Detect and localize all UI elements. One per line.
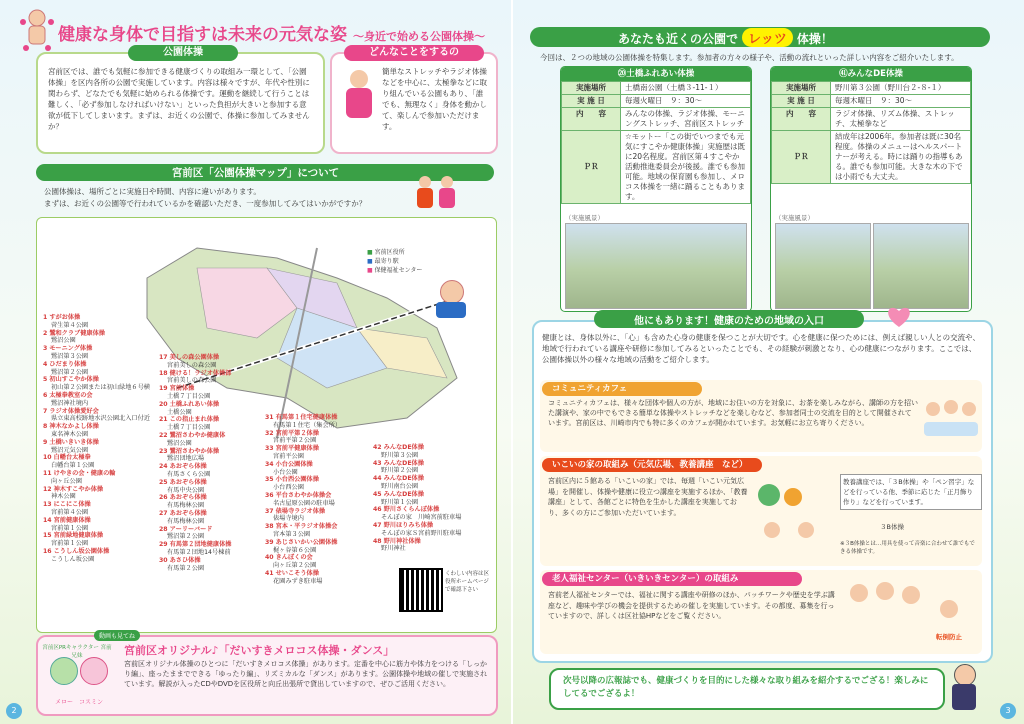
- park-list-name: あじさいかい公園体操: [275, 538, 338, 546]
- park-list-name: きんぼくの会: [275, 554, 313, 562]
- park-list-number: 31: [265, 414, 274, 421]
- park-list-place: 宮本第３公園: [273, 530, 311, 538]
- park-list-name: 白幡台太極拳: [53, 454, 91, 462]
- park-list-number: 26: [159, 494, 168, 502]
- park-list-place: 鷺沼元気公園: [51, 446, 89, 454]
- park-list-place: 鷺沼第３公園: [51, 352, 89, 360]
- park-list-place: 宮前平第２公園: [273, 437, 317, 445]
- park-list-place: 俵場寺境内: [273, 515, 304, 523]
- park-list-number: 39: [265, 538, 274, 546]
- map-intro-1: 公園体操は、場所ごとに実施日や時間、内容に違いがあります。: [44, 187, 261, 196]
- senior-heading: 老人福祉センター（いきいきセンター）の取組み: [542, 572, 802, 586]
- park-list-number: 25: [159, 478, 168, 486]
- park-list-place: 梶ヶ谷第６公園: [273, 546, 317, 554]
- park-list-number: 32: [265, 429, 274, 437]
- park-list-place: 花園みずき駐車場: [273, 577, 323, 585]
- cafe-body: コミュニティカフェは、様々な団体や個人の方が、地域にお住いの方を対象に、お茶を楽しみながら、講師の方を招いた講演や、家の中でもできる簡単な体操やストレッチなどを楽しむなど、参加者同士の交流を目的として開催されています。宮前区は、川崎市内でも特に多くのカフェが開かれています。お気軽にお立ち寄りください。: [548, 399, 918, 427]
- park-list-column-1: [43, 314, 155, 564]
- park-list-number: 44: [373, 475, 382, 483]
- venue-2-photo-b: [873, 223, 969, 309]
- park-list-place: 宮前第１公園: [51, 524, 89, 532]
- park-list-item: [43, 470, 155, 486]
- senior-box: [540, 570, 982, 654]
- park-list-place: 宮前第４公園: [51, 508, 89, 516]
- park-list-item: [159, 510, 263, 526]
- park-list-place: 東名神木公園: [51, 430, 89, 438]
- park-list-name: 鷺和クラブ健康体操: [49, 329, 105, 337]
- page-title: 健康な身体で目指すは未来の元気な姿 ～身近で始める公園体操～: [58, 25, 485, 45]
- venue-card-1: [560, 66, 752, 312]
- park-list-item: [159, 354, 263, 370]
- park-list-number: 43: [373, 459, 382, 467]
- what-to-do-body: 簡単なストレッチやラジオ体操などを中心に、太極拳などに取り組んでいる公園もあり、「誰でも、無理なく」身体を動かして、楽しんで参加いただけます。: [382, 67, 487, 131]
- park-list-item: [43, 501, 155, 517]
- park-list-name: 土橋ふれあい体操: [169, 400, 220, 408]
- park-list-item: [159, 448, 263, 464]
- venue-1-photo-label: （実施風景）: [565, 214, 604, 222]
- park-list-place: 宮前平公園: [273, 452, 304, 460]
- park-list-name: みんなDE体操: [383, 490, 424, 498]
- park-list-place: 鷺沼団地広場: [167, 455, 205, 463]
- cafe-box: [540, 380, 982, 452]
- park-list-name: けやきの会・健康の輪: [53, 469, 116, 477]
- park-list-name: 宮本・平ラジオ体操会: [275, 523, 338, 531]
- figure-icon: [18, 8, 56, 56]
- ikoi-box: [540, 456, 982, 566]
- map-legend: ■ 宮前区役所 ■ 最寄り駅 ■ 保健福祉センター: [367, 249, 423, 274]
- park-list-place: 白幡台第１公園: [51, 462, 95, 470]
- park-list-number: 17: [159, 354, 168, 361]
- park-list-place: 有馬梅林公園: [167, 502, 205, 510]
- character-tag: 宮前区PRキャラクター 宮前兄妹: [42, 645, 112, 659]
- park-list-name: 宮前平健康体操: [275, 445, 319, 453]
- characters-illustration: [48, 657, 110, 693]
- park-list-place: 小台公園: [273, 468, 298, 476]
- park-exercise-body: 宮前区では、誰でも気軽に参加できる健康づくりの取組み一環として、「公園体操」を区内各所の公園で実施しています。内容は様々ですが、年代や性別に関わらず、どなたでも気軽に始められる体操です。運動を継続して行うことは難しく、「必ず参加しなければいけない」といった負担が大きいと参加する意欲が低下してしまいます。まずは、お近くの公園で、体操に参加してみませんか？: [48, 67, 310, 131]
- heart-icon: [886, 306, 912, 328]
- park-list-item: [43, 454, 155, 470]
- ninja-mascot-icon: [946, 664, 982, 714]
- park-list-item: [159, 370, 263, 386]
- park-list-name: 小台公園体操: [275, 460, 313, 468]
- park-list-number: 1: [43, 314, 48, 321]
- park-list-place: 有馬第２公園: [167, 564, 205, 572]
- park-list-place: 野川南台公園: [381, 482, 419, 490]
- park-exercise-box: [36, 47, 325, 154]
- park-list-place: 鷺沼公園: [51, 337, 76, 345]
- park-list-name: 小台西公園体操: [275, 476, 319, 484]
- kids-illustration: [415, 176, 465, 212]
- park-list-item: [43, 361, 155, 377]
- park-list-place: 野川第３公園: [381, 451, 419, 459]
- park-list-place: 宮前美しの森公園: [167, 361, 217, 369]
- park-list-column-4: [373, 444, 483, 553]
- park-list-item: [265, 461, 371, 477]
- park-list-name: 鷺沼さわやか体操: [169, 447, 220, 455]
- park-list-name: 有馬第２団地健康体操: [169, 541, 232, 549]
- park-list-name: 初山すこやか体操: [49, 376, 99, 384]
- park-list-place: 土橋７丁目公園: [167, 424, 211, 432]
- park-list-item: [43, 345, 155, 361]
- park-list-number: 33: [265, 445, 274, 453]
- ikoi-3b-label: ３B体操: [880, 523, 904, 531]
- park-list-number: 19: [159, 385, 168, 393]
- mascot-icon: [432, 280, 472, 320]
- park-list-place: 野川神社: [381, 545, 406, 553]
- page-number-right: 3: [1000, 703, 1016, 719]
- park-list-place: 有馬中央公園: [167, 486, 205, 494]
- right-intro: 今回は、２つの地域の公園体操を特集します。参加者の方々の様子や、活動の流れといった詳しい内容をご紹介いたします。: [540, 53, 959, 62]
- park-list-number: 8: [43, 423, 48, 431]
- park-list-item: [159, 541, 263, 557]
- park-list-name: 鷺沼さわやか健康体: [169, 431, 226, 439]
- park-list-number: 5: [43, 376, 48, 384]
- park-list-number: 7: [43, 407, 48, 415]
- park-list-name: あおぞら体操: [169, 509, 207, 517]
- park-list-number: 11: [43, 469, 52, 477]
- park-list-name: 平台さわやか体操会: [275, 491, 332, 499]
- senior-body: 宮前老人福祉センターでは、福祉に関する講座や研修のほか、パッチワークや歴史を学ぶ講座など、趣味や学びの機会を提供するための催しを実施しています。その都度、募集を行っていますので、詳しくは区社協HPなどをご覧ください。: [548, 591, 835, 620]
- park-list-number: 2: [43, 329, 48, 337]
- map-intro-2: まずは、お近くの公園等で行われているかを確認いただき、一度参加してみてはいかがですか？: [44, 199, 367, 208]
- park-list-place: 菅生第４公園: [51, 321, 89, 329]
- park-list-place: 名古屋原公園の駐車場: [273, 499, 335, 507]
- park-list-item: [159, 385, 263, 401]
- park-list-item: [373, 522, 483, 538]
- park-list-item: [265, 570, 371, 586]
- park-list-number: 48: [373, 537, 382, 545]
- park-list-name: 太極拳教室の会: [49, 391, 93, 399]
- characters-names: メロー コスミン: [54, 699, 103, 706]
- qr-code-icon[interactable]: [399, 568, 443, 612]
- park-list-place: 野川第１公園: [381, 498, 419, 506]
- park-list-number: 28: [159, 525, 168, 533]
- park-list-name: 宮前健康体操: [53, 516, 91, 524]
- park-list-name: ラジオ体操愛好会: [49, 407, 99, 415]
- park-list-number: 18: [159, 369, 168, 377]
- park-list-name: ひだまり体操: [49, 360, 87, 368]
- park-list-place: 有馬さくら公園: [167, 470, 211, 478]
- local-intro: 健康とは、身体以外に、「心」も含めた心身の健康を保つことが大切です。心を健康に保つためには、例えば親しい人との交流や、地域で行われている講座や研修に参加してみるといったことでも、その経験が刺激となり、心の健康につながります。ここでは、公園体操以外の様々な地域の活動をご紹介します。: [542, 333, 980, 364]
- park-list-number: 29: [159, 541, 168, 549]
- original-body: 宮前区オリジナル体操のひとつに「だいすきメロコス体操」があります。定番を中心に筋力や体力をつける「しっかり編」、座ったままでできる「ゆったり編」、リズミカルな「ダンス」があります。公園体操や地域の催しで実施されています。解説が入ったCDやDVDを区役所と向丘出張所で貸出していますので、ぜひご活用ください。: [124, 660, 488, 688]
- park-list-number: 38: [265, 523, 274, 531]
- park-list-item: [159, 463, 263, 479]
- exercise-person-illustration: [340, 70, 378, 130]
- park-list-name: あおぞら体操: [169, 463, 207, 471]
- park-list-name: あおぞら体操: [169, 494, 207, 502]
- park-list-name: 宮前体操: [169, 385, 195, 393]
- park-list-number: 30: [159, 556, 168, 564]
- park-list-place: 野川第２公園: [381, 467, 419, 475]
- park-list-name: みんなDE体操: [383, 459, 424, 467]
- park-list-number: 10: [43, 454, 52, 462]
- original-heading: 宮前区オリジナル♪「だいすきメロコス体操・ダンス」: [124, 644, 395, 657]
- park-list-item: [373, 506, 483, 522]
- park-list-number: 13: [43, 501, 52, 509]
- park-list-item: [265, 523, 371, 539]
- park-list-item: [43, 486, 155, 502]
- park-list-number: 6: [43, 391, 48, 399]
- park-list-name: 野川ほりみち体操: [383, 521, 434, 529]
- park-list-number: 15: [43, 532, 52, 540]
- park-list-item: [43, 408, 155, 424]
- park-list-place: 土橋公園: [167, 408, 192, 416]
- ikoi-heading: いこいの家の取組み（元気広場、教養講座 など）: [542, 458, 762, 472]
- park-list-item: [265, 445, 371, 461]
- ikoi-illustration: [754, 478, 834, 558]
- park-list-place: 鷺沼神社境内: [51, 399, 89, 407]
- local-heading: 他にもあります！健康のための地域の入口: [634, 316, 824, 327]
- venue-2-photo-label: （実施風景）: [775, 214, 814, 222]
- park-list-name: モーニング体操: [49, 345, 93, 353]
- original-dance-box: [36, 635, 498, 716]
- park-list-place: 神木公園: [51, 493, 76, 501]
- park-list-name: 有馬第１住宅健康体操: [275, 414, 338, 421]
- park-list-number: 14: [43, 516, 52, 524]
- park-list-place: 小台西公園: [273, 484, 304, 492]
- park-list-name: みんなDE体操: [383, 444, 424, 451]
- park-exercise-heading: 公園体操: [128, 45, 238, 61]
- park-list-place: 有馬第１住宅（集会所）: [273, 421, 342, 429]
- senior-tag: 転倒防止: [936, 633, 962, 641]
- park-list-item: [43, 532, 155, 548]
- park-list-number: 36: [265, 491, 274, 499]
- park-list-place: 鷺沼第２公園: [51, 368, 89, 376]
- park-list-name: 神木すこやか体操: [53, 485, 104, 493]
- park-list-name: アーリーバード: [169, 525, 213, 533]
- left-page: [0, 0, 511, 724]
- park-list-name: すがお体操: [49, 314, 81, 321]
- venue-card-2: [770, 66, 972, 312]
- park-list-name: 神木なかよし体操: [49, 423, 99, 431]
- park-list-number: 21: [159, 416, 168, 424]
- park-list-number: 4: [43, 360, 48, 368]
- park-list-place: 土橋７丁目公園: [167, 392, 211, 400]
- park-list-number: 42: [373, 444, 382, 451]
- park-list-name: 宮前緑地健康体操: [53, 532, 104, 540]
- park-list-item: [265, 554, 371, 570]
- park-list-place: 宮前美しの森公園: [167, 377, 217, 385]
- footer-message-box: [549, 668, 945, 710]
- park-list-place: 有馬梅林公園: [167, 517, 205, 525]
- park-list-item: [265, 492, 371, 508]
- park-list-number: 40: [265, 554, 274, 562]
- park-exercise-map: [36, 217, 497, 633]
- park-list-item: [373, 538, 483, 554]
- cafe-heading: コミュニティカフェ: [542, 382, 702, 396]
- venue-2-table: 実施場所 野川第３公園（野川台２-８-１） 実 施 日 毎週木曜日 ９：30～ 内 容 ラジオ体操、リズム体操、ストレッチ、太極拳など ＰＲ 結成年は2006年。参加者は既に30名程度。体操のメニューはヘルスパートナーが考える。時には踊りの指導もある。誰でも参加可能。大きな木の下では小雨でも大丈夫。: [771, 81, 971, 184]
- qr-note: くわしい内容は区役所ホームページで確認下さい: [445, 571, 490, 593]
- park-list-name: あおぞら体操: [169, 478, 207, 486]
- park-list-name: この指止まれ体操: [169, 416, 220, 424]
- park-list-place: 県立東高校跡地水沢公園北入口付近: [51, 415, 150, 423]
- park-list-item: [159, 401, 263, 417]
- park-list-number: 23: [159, 447, 168, 455]
- venue-2-name: ㊶みんなDE体操: [771, 67, 971, 81]
- park-list-item: [159, 479, 263, 495]
- park-list-number: 12: [43, 485, 52, 493]
- park-list-name: 野川神社体操: [383, 537, 421, 545]
- park-list-number: 35: [265, 476, 274, 484]
- park-list-name: 健ける！ラジオ体操部: [169, 369, 232, 377]
- park-list-item: [373, 491, 483, 507]
- park-list-item: [373, 475, 483, 491]
- park-list-place: 有馬第２団地14号棟前: [167, 548, 231, 556]
- local-activities-box: [532, 316, 993, 663]
- park-list-item: [265, 508, 371, 524]
- park-list-item: [265, 476, 371, 492]
- park-list-item: [159, 557, 263, 573]
- park-list-number: 9: [43, 438, 48, 446]
- park-list-item: [373, 460, 483, 476]
- park-list-item: [43, 439, 155, 455]
- venue-1-photo: [565, 223, 747, 309]
- park-list-item: [43, 517, 155, 533]
- ikoi-note: 教養講座では、「３B体操」や「ペン習字」などを行っている他、季節に応じた「正月飾り作り」などを行っています。: [840, 474, 982, 510]
- park-list-item: [43, 330, 155, 346]
- ikoi-3b-note: ※３B体操とは…用具を使って音楽に合わせて誰でもできる体操です。: [840, 541, 975, 555]
- park-list-item: [43, 548, 155, 564]
- park-list-item: [43, 314, 155, 330]
- park-list-item: [159, 526, 263, 542]
- park-list-name: こうしん坂公園体操: [53, 547, 110, 555]
- park-list-number: 22: [159, 431, 168, 439]
- what-to-do-heading: どんなことをするの: [344, 45, 484, 61]
- park-list-number: 34: [265, 460, 274, 468]
- park-list-item: [373, 444, 483, 460]
- cafe-illustration: [924, 398, 978, 442]
- venue-2-photo-a: [775, 223, 871, 309]
- park-list-name: せいこそう体操: [275, 569, 319, 577]
- what-to-do-box: [330, 47, 498, 154]
- park-list-number: 3: [43, 345, 48, 353]
- page-number-left: 2: [6, 703, 22, 719]
- park-list-item: [159, 494, 263, 510]
- park-list-item: [43, 376, 155, 392]
- park-list-place: 鷺沼第２公園: [167, 533, 205, 541]
- park-list-place: 初山第２公園または初山緑地６号横: [51, 384, 150, 392]
- park-list-name: 野川さくらんぼ体操: [383, 506, 440, 514]
- park-list-place: そんぽの家 川崎宮前駐車場: [381, 514, 462, 522]
- park-list-number: 46: [373, 506, 382, 514]
- park-list-number: 45: [373, 490, 382, 498]
- park-list-place: 宮前第１公園: [51, 540, 89, 548]
- park-list-number: 16: [43, 547, 52, 555]
- park-list-item: [265, 414, 371, 430]
- park-list-number: 37: [265, 507, 274, 515]
- park-list-place: 向ヶ丘公園: [51, 477, 82, 485]
- park-list-column-3: [265, 414, 371, 586]
- park-list-number: 47: [373, 521, 382, 529]
- park-list-place: 向ヶ丘第２公園: [273, 562, 317, 570]
- ikoi-body: 宮前区内に５館ある「いこいの家」では、毎週「いこい元気広場」を開催し、体操や健康に役立つ講座を実施するほか、「教養講座」として、各館ごとに特色を生かした講座を実施しており、多くの方にご参加いただいています。: [548, 477, 748, 517]
- park-list-item: [265, 539, 371, 555]
- park-list-name: みんなDE体操: [383, 475, 424, 483]
- park-list-place: 鷺沼公園: [167, 439, 192, 447]
- park-list-number: 20: [159, 400, 168, 408]
- park-list-name: 宮前平第２体操: [275, 429, 319, 437]
- park-list-name: 美しの森公園体操: [169, 354, 220, 361]
- venue-1-table: 実施場所 土橋南公園（土橋３-11-１） 実 施 日 毎週火曜日 ９：30～ 内 容 みんなの体操、ラジオ体操、モーニングストレッチ、宮前区ストレッチ ＰＲ ☆モットー「この街でいつまでも元気にすこやか健康体操」実施歴は既に20名程度。宮前区第４すこやか活動推進委員会が後援。誰でも参加可能。地域の保育園も参加し、メロコス体操を一緒に踊ることもあります。: [561, 81, 751, 204]
- footer-message: 次号以降の広報誌でも、健康づくりを目的にした様々な取り組みを紹介するでござる！楽しみにしてるでござるよ！: [563, 676, 929, 699]
- right-page-title: あなたも近くの公園で レッツ 体操！: [618, 28, 833, 47]
- park-list-number: 27: [159, 509, 168, 517]
- park-list-item: [43, 392, 155, 408]
- venue-1-name: ⑳土橋ふれあい体操: [561, 67, 751, 81]
- park-list-name: あさひ体操: [169, 556, 201, 564]
- park-list-number: 41: [265, 569, 274, 577]
- park-list-item: [159, 416, 263, 432]
- park-list-column-2: [159, 354, 263, 572]
- park-list-item: [159, 432, 263, 448]
- park-list-item: [43, 423, 155, 439]
- map-section-heading: 宮前区「公園体操マップ」について: [171, 167, 340, 179]
- video-tag: 動画も見てね: [94, 630, 140, 641]
- park-list-item: [265, 430, 371, 446]
- park-list-name: にこにこ体操: [53, 501, 91, 509]
- park-list-name: 俵場寺ラジオ体操: [275, 507, 326, 515]
- park-list-number: 24: [159, 463, 168, 471]
- park-list-place: こうしん坂公園: [51, 555, 95, 563]
- park-list-name: 土橋いきいき体操: [49, 438, 99, 446]
- park-list-place: そんぽの家Ｓ宮前野川駐車場: [381, 529, 462, 537]
